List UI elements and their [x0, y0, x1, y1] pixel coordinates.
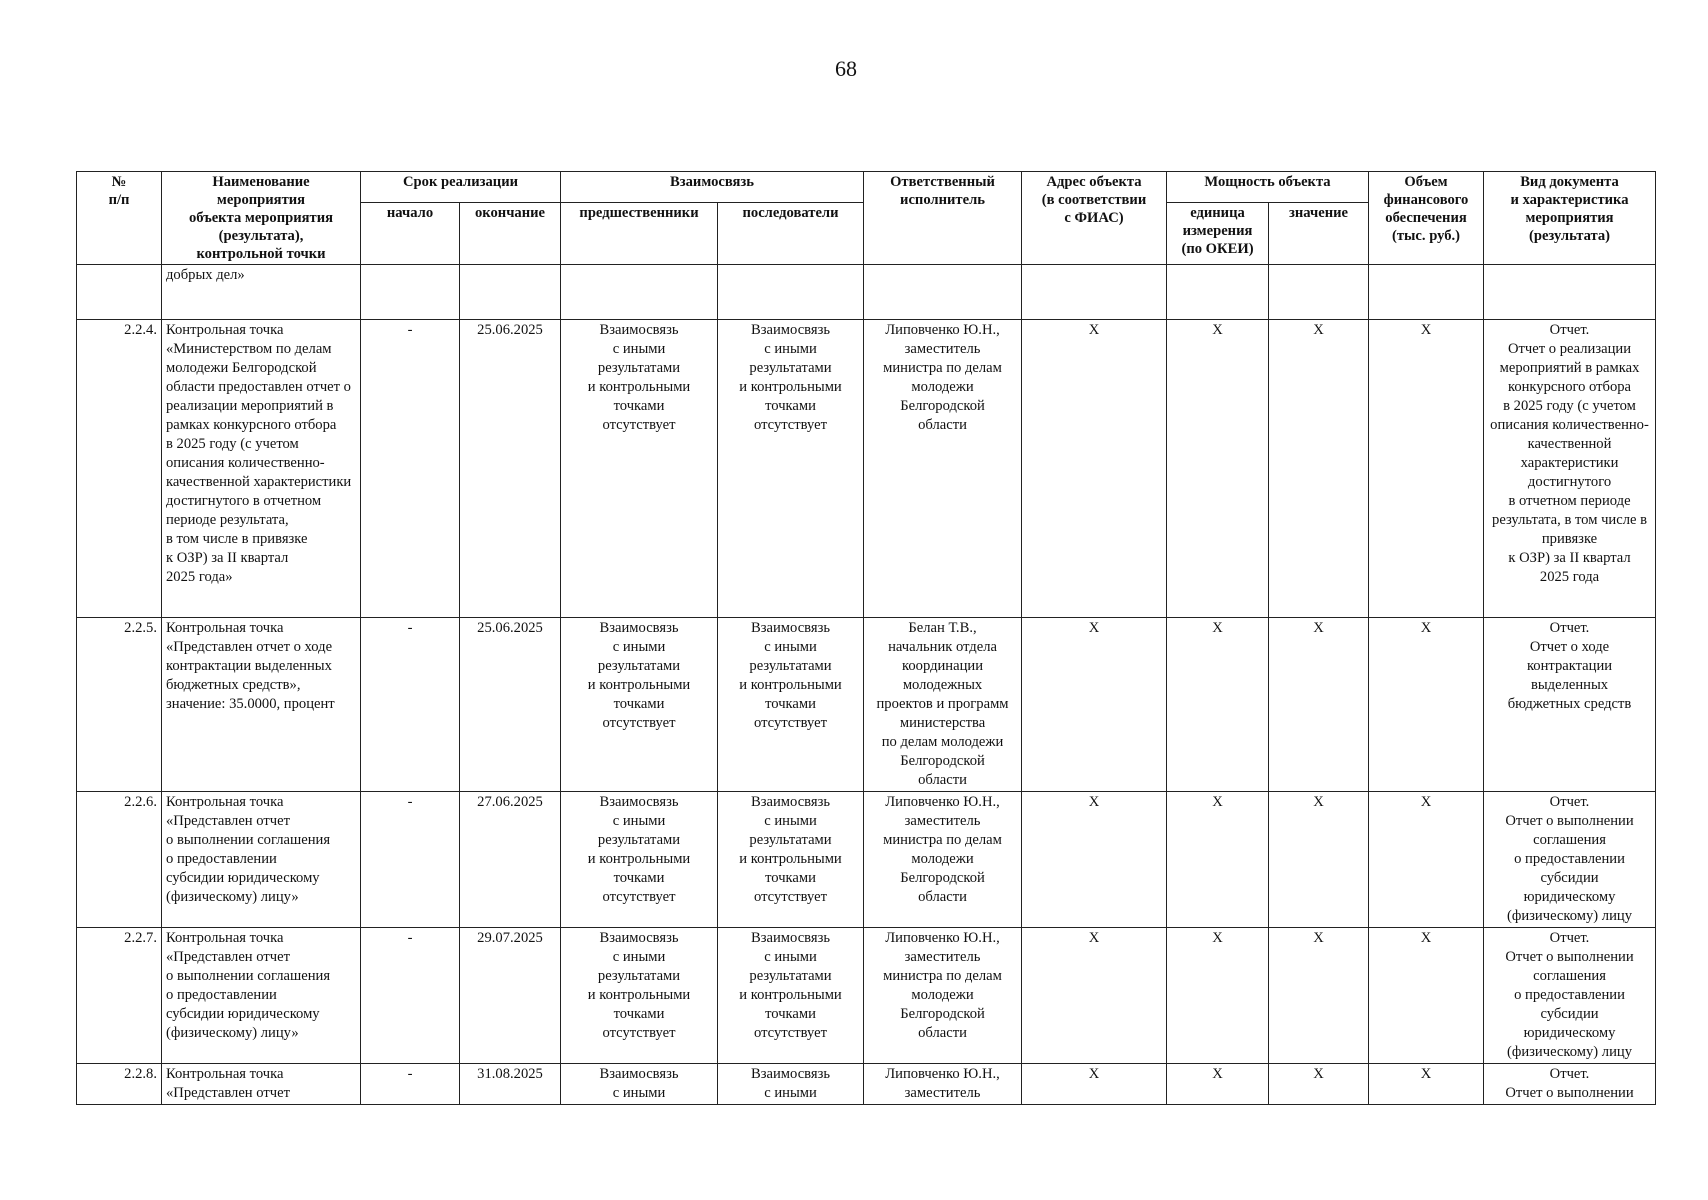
row-unit: X	[1167, 618, 1269, 792]
row-start: -	[361, 792, 460, 928]
row-num: 2.2.4.	[77, 320, 162, 618]
row-address: X	[1022, 1064, 1167, 1105]
row-address: X	[1022, 792, 1167, 928]
row-name: Контрольная точка «Представлен отчет	[162, 1064, 361, 1105]
header-address: Адрес объекта (в соответствии с ФИАС)	[1022, 172, 1167, 265]
row-value: X	[1269, 618, 1369, 792]
header-term-end: окончание	[460, 203, 561, 265]
page-number: 68	[835, 56, 857, 81]
row-unit: X	[1167, 1064, 1269, 1105]
row-num: 2.2.7.	[77, 928, 162, 1064]
table-row	[77, 618, 1656, 792]
plan-table	[76, 171, 1656, 1105]
table-row-continuation	[77, 265, 1656, 320]
header-name: Наименование мероприятия объекта мероприятия (результата), контрольной точки	[162, 172, 361, 265]
header-capacity-value: значение	[1269, 203, 1369, 265]
row-address: X	[1022, 928, 1167, 1064]
row-unit: X	[1167, 320, 1269, 618]
row-unit: X	[1167, 928, 1269, 1064]
header-capacity: Мощность объекта	[1167, 172, 1369, 203]
row-next: Взаимосвязь с иными	[718, 1064, 864, 1105]
row-address: X	[1022, 320, 1167, 618]
row-prev: Взаимосвязь с иными результатами и контрольными точками отсутствует	[561, 792, 718, 928]
row-num: 2.2.8.	[77, 1064, 162, 1105]
row-doc: Отчет. Отчет о выполнении соглашения о предоставлении субсидии юридическому (физическому) лицу	[1484, 928, 1656, 1064]
row-value: X	[1269, 928, 1369, 1064]
row-start: -	[361, 320, 460, 618]
header-term: Срок реализации	[361, 172, 561, 203]
row-value: X	[1269, 1064, 1369, 1105]
row-finance: X	[1369, 1064, 1484, 1105]
row-responsible: Липовченко Ю.Н., заместитель	[864, 1064, 1022, 1105]
row-finance: X	[1369, 618, 1484, 792]
row-name: Контрольная точка «Представлен отчет о выполнении соглашения о предоставлении субсидии юридическому (физическому) лицу»	[162, 928, 361, 1064]
row-responsible: Липовченко Ю.Н., заместитель министра по делам молодежи Белгородской области	[864, 792, 1022, 928]
header-term-start: начало	[361, 203, 460, 265]
header-link: Взаимосвязь	[561, 172, 864, 203]
row-address: X	[1022, 618, 1167, 792]
continuation-name: добрых дел»	[162, 265, 361, 320]
table-row	[77, 792, 1656, 928]
row-value: X	[1269, 320, 1369, 618]
header-finance: Объем финансового обеспечения (тыс. руб.)	[1369, 172, 1484, 265]
row-end: 25.06.2025	[460, 618, 561, 792]
row-start: -	[361, 928, 460, 1064]
row-num: 2.2.5.	[77, 618, 162, 792]
header-link-next: последователи	[718, 203, 864, 265]
header-link-prev: предшественники	[561, 203, 718, 265]
row-value: X	[1269, 792, 1369, 928]
row-responsible: Белан Т.В., начальник отдела координации молодежных проектов и программ министерства по делам молодежи Белгородской области	[864, 618, 1022, 792]
row-next: Взаимосвязь с иными результатами и контрольными точками отсутствует	[718, 792, 864, 928]
row-doc: Отчет. Отчет о выполнении соглашения о предоставлении субсидии юридическому (физическому) лицу	[1484, 792, 1656, 928]
header-responsible: Ответственный исполнитель	[864, 172, 1022, 265]
row-finance: X	[1369, 320, 1484, 618]
row-unit: X	[1167, 792, 1269, 928]
row-finance: X	[1369, 792, 1484, 928]
row-name: Контрольная точка «Министерством по делам молодежи Белгородской области предоставлен отчет о реализации мероприятий в рамках конкурсного отбора в 2025 году (с учетом описания количественно-качественной характеристики достигнутого в отчетном периоде результата, в том числе в привязке к ОЗР) за II квартал 2025 года»	[162, 320, 361, 618]
row-num: 2.2.6.	[77, 792, 162, 928]
row-start: -	[361, 618, 460, 792]
row-next: Взаимосвязь с иными результатами и контрольными точками отсутствует	[718, 928, 864, 1064]
row-name: Контрольная точка «Представлен отчет о ходе контрактации выделенных бюджетных средств», значение: 35.0000, процент	[162, 618, 361, 792]
row-end: 25.06.2025	[460, 320, 561, 618]
row-end: 29.07.2025	[460, 928, 561, 1064]
row-doc: Отчет. Отчет о ходе контрактации выделенных бюджетных средств	[1484, 618, 1656, 792]
table-row	[77, 1064, 1656, 1105]
row-prev: Взаимосвязь с иными	[561, 1064, 718, 1105]
row-start: -	[361, 1064, 460, 1105]
table-row	[77, 928, 1656, 1064]
header-num: № п/п	[77, 172, 162, 265]
row-name: Контрольная точка «Представлен отчет о выполнении соглашения о предоставлении субсидии юридическому (физическому) лицу»	[162, 792, 361, 928]
table-row	[77, 320, 1656, 618]
row-prev: Взаимосвязь с иными результатами и контрольными точками отсутствует	[561, 618, 718, 792]
row-end: 31.08.2025	[460, 1064, 561, 1105]
row-doc: Отчет. Отчет о реализации мероприятий в рамках конкурсного отбора в 2025 году (с учетом описания количественно-качественной характеристики достигнутого в отчетном периоде результата, в том числе в привязке к ОЗР) за II квартал 2025 года	[1484, 320, 1656, 618]
row-finance: X	[1369, 928, 1484, 1064]
row-responsible: Липовченко Ю.Н., заместитель министра по делам молодежи Белгородской области	[864, 928, 1022, 1064]
row-next: Взаимосвязь с иными результатами и контрольными точками отсутствует	[718, 618, 864, 792]
row-responsible: Липовченко Ю.Н., заместитель министра по делам молодежи Белгородской области	[864, 320, 1022, 618]
row-next: Взаимосвязь с иными результатами и контрольными точками отсутствует	[718, 320, 864, 618]
row-doc: Отчет. Отчет о выполнении	[1484, 1064, 1656, 1105]
row-prev: Взаимосвязь с иными результатами и контрольными точками отсутствует	[561, 928, 718, 1064]
row-end: 27.06.2025	[460, 792, 561, 928]
header-capacity-unit: единица измерения (по ОКЕИ)	[1167, 203, 1269, 265]
header-doc: Вид документа и характеристика мероприятия (результата)	[1484, 172, 1656, 265]
row-prev: Взаимосвязь с иными результатами и контрольными точками отсутствует	[561, 320, 718, 618]
